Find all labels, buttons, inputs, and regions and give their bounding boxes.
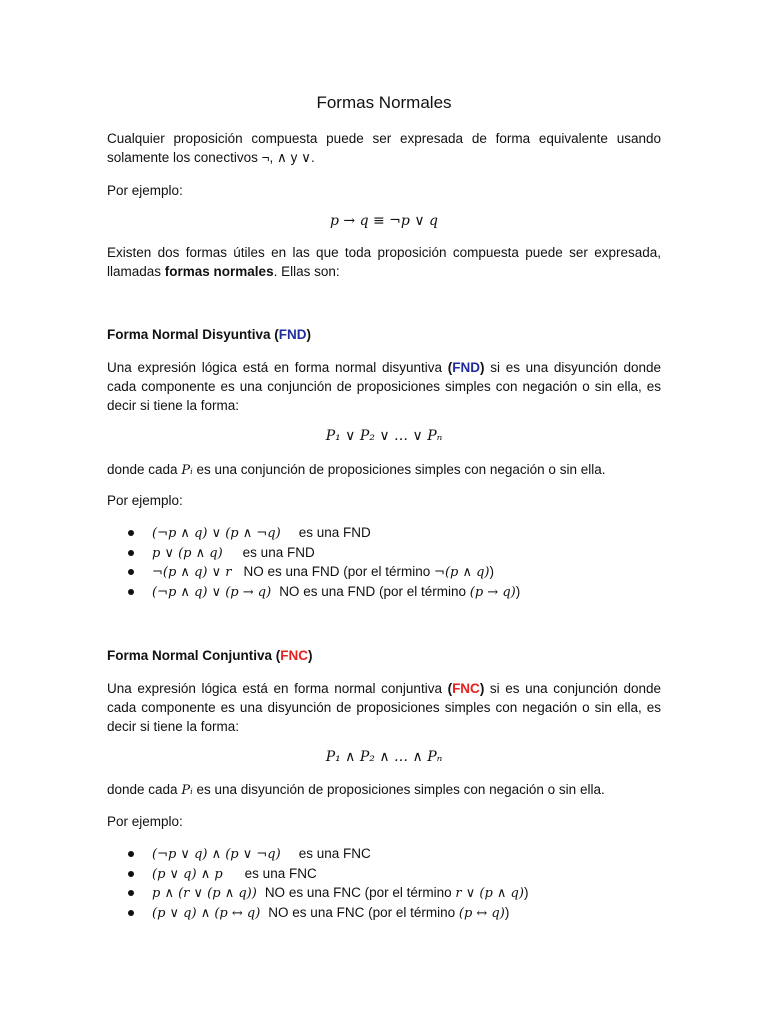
normal-forms-text-end: . Ellas son: bbox=[273, 264, 340, 279]
intro-paragraph: Cualquier proposición compuesta puede ser expresada de forma equivalente usando solamente los conectivos ¬, ∧ y ∨. bbox=[107, 131, 661, 165]
fnd-def-acronym: FND bbox=[452, 360, 480, 375]
bullet-icon bbox=[128, 871, 134, 877]
fnd-def-paren-close: ) bbox=[479, 360, 485, 375]
fnc-where-variable: Pᵢ bbox=[181, 783, 193, 798]
list-item bbox=[107, 543, 667, 563]
fnd-form-formula: P₁ ∨ P₂ ∨ … ∨ Pₙ bbox=[325, 428, 443, 444]
bullet-icon bbox=[128, 530, 134, 536]
list-item bbox=[107, 844, 667, 864]
fnc-where-end: es una disyunción de proposiciones simples con negación o sin ella. bbox=[192, 782, 605, 797]
fnd-where-paragraph bbox=[107, 460, 661, 480]
fnd-heading bbox=[107, 327, 311, 342]
fnc-form-formula: P₁ ∧ P₂ ∧ … ∧ Pₙ bbox=[325, 749, 443, 765]
fnc-def-paren-close: ) bbox=[479, 681, 485, 696]
example-verdict: NO es una FNC (por el término bbox=[268, 904, 456, 920]
example-formula: p ∨ (p ∧ q) bbox=[152, 545, 223, 561]
fnd-heading-prefix: Forma Normal Disyuntiva ( bbox=[107, 327, 279, 342]
list-item bbox=[107, 903, 667, 923]
example-verdict: NO es una FNC (por el término bbox=[264, 885, 452, 900]
example-formula: (p ∨ q) ∧ p bbox=[152, 866, 223, 882]
normal-forms-text-start: Existen dos formas útiles en las que toda proposición compuesta puede ser expresada, llamadas bbox=[107, 245, 661, 279]
fnc-def-paren-open: ( bbox=[447, 681, 453, 696]
example-verdict: es una FND bbox=[298, 525, 371, 540]
fnd-heading-suffix: ) bbox=[306, 327, 312, 342]
fnc-def-end: si es una conjunción donde cada componente es una disyunción de proposiciones simples con negación o sin ella, es decir si tiene la forma: bbox=[107, 681, 661, 734]
intro-example-label: Por ejemplo: bbox=[107, 183, 183, 198]
fnc-heading-suffix: ) bbox=[308, 648, 313, 663]
example-term: ¬(p ∧ q) bbox=[434, 565, 490, 580]
normal-forms-term: formas normales bbox=[164, 264, 274, 279]
bullet-icon bbox=[128, 589, 134, 595]
page-title: Formas Normales bbox=[316, 93, 452, 112]
fnd-definition bbox=[107, 358, 661, 415]
example-formula: (¬p ∧ q) ∨ (p ∧ ¬q) bbox=[152, 526, 281, 541]
bullet-icon bbox=[128, 890, 134, 896]
fnd-heading-acronym: FND bbox=[278, 327, 307, 342]
example-close: ) bbox=[504, 904, 510, 920]
intro-example-formula: p → q ≡ ¬p ∨ q bbox=[330, 213, 438, 229]
fnc-example-label: Por ejemplo: bbox=[107, 814, 183, 829]
bullet-icon bbox=[128, 569, 134, 575]
fnd-where-start: donde cada bbox=[107, 462, 182, 477]
example-term: (p → q) bbox=[469, 584, 516, 600]
list-item bbox=[107, 883, 667, 903]
fnc-definition bbox=[107, 679, 661, 736]
example-close: ) bbox=[523, 885, 529, 900]
normal-forms-paragraph bbox=[107, 243, 661, 281]
fnd-where-variable: Pᵢ bbox=[181, 463, 193, 478]
fnc-heading bbox=[107, 648, 313, 663]
example-formula: (¬p ∧ q) ∨ (p → q) bbox=[152, 584, 272, 600]
list-item bbox=[107, 582, 667, 602]
bullet-icon bbox=[128, 851, 134, 857]
example-formula: (p ∨ q) ∧ (p ↔ q) bbox=[152, 905, 261, 921]
example-close: ) bbox=[515, 583, 521, 599]
example-verdict: es una FNC bbox=[244, 865, 317, 881]
example-verdict: NO es una FND (por el término bbox=[279, 583, 466, 599]
example-verdict: es una FNC bbox=[298, 846, 371, 861]
fnc-heading-acronym: FNC bbox=[280, 648, 309, 663]
fnd-def-end: si es una disyunción donde cada componente es una conjunción de proposiciones simples con negación o sin ella, es decir si tiene la forma: bbox=[107, 360, 661, 413]
fnc-heading-prefix: Forma Normal Conjuntiva ( bbox=[107, 648, 281, 663]
example-verdict: es una FND bbox=[242, 544, 315, 560]
fnd-examples-list bbox=[107, 523, 667, 601]
fnc-def-start: Una expresión lógica está en forma normal conjuntiva bbox=[107, 681, 448, 696]
list-item bbox=[107, 523, 667, 543]
fnd-where-end: es una conjunción de proposiciones simples con negación o sin ella. bbox=[192, 462, 606, 477]
example-term: (p ↔ q) bbox=[458, 905, 505, 921]
example-formula: p ∧ (r ∨ (p ∧ q)) bbox=[152, 886, 257, 901]
list-item bbox=[107, 864, 667, 884]
bullet-icon bbox=[128, 550, 134, 556]
fnc-where-paragraph bbox=[107, 780, 661, 800]
example-term: r ∨ (p ∧ q) bbox=[455, 886, 524, 901]
list-item bbox=[107, 562, 667, 582]
bullet-icon bbox=[128, 910, 134, 916]
fnc-def-acronym: FNC bbox=[452, 681, 480, 696]
example-formula: (¬p ∨ q) ∧ (p ∨ ¬q) bbox=[152, 847, 281, 862]
fnd-example-label: Por ejemplo: bbox=[107, 493, 183, 508]
example-formula: ¬(p ∧ q) ∨ r bbox=[152, 565, 232, 580]
fnc-where-start: donde cada bbox=[107, 782, 182, 797]
fnd-def-start: Una expresión lógica está en forma normal disyuntiva bbox=[107, 360, 448, 375]
fnd-def-paren-open: ( bbox=[447, 360, 453, 375]
fnc-examples-list bbox=[107, 844, 667, 922]
example-verdict: NO es una FND (por el término bbox=[243, 564, 431, 579]
example-close: ) bbox=[489, 564, 495, 579]
